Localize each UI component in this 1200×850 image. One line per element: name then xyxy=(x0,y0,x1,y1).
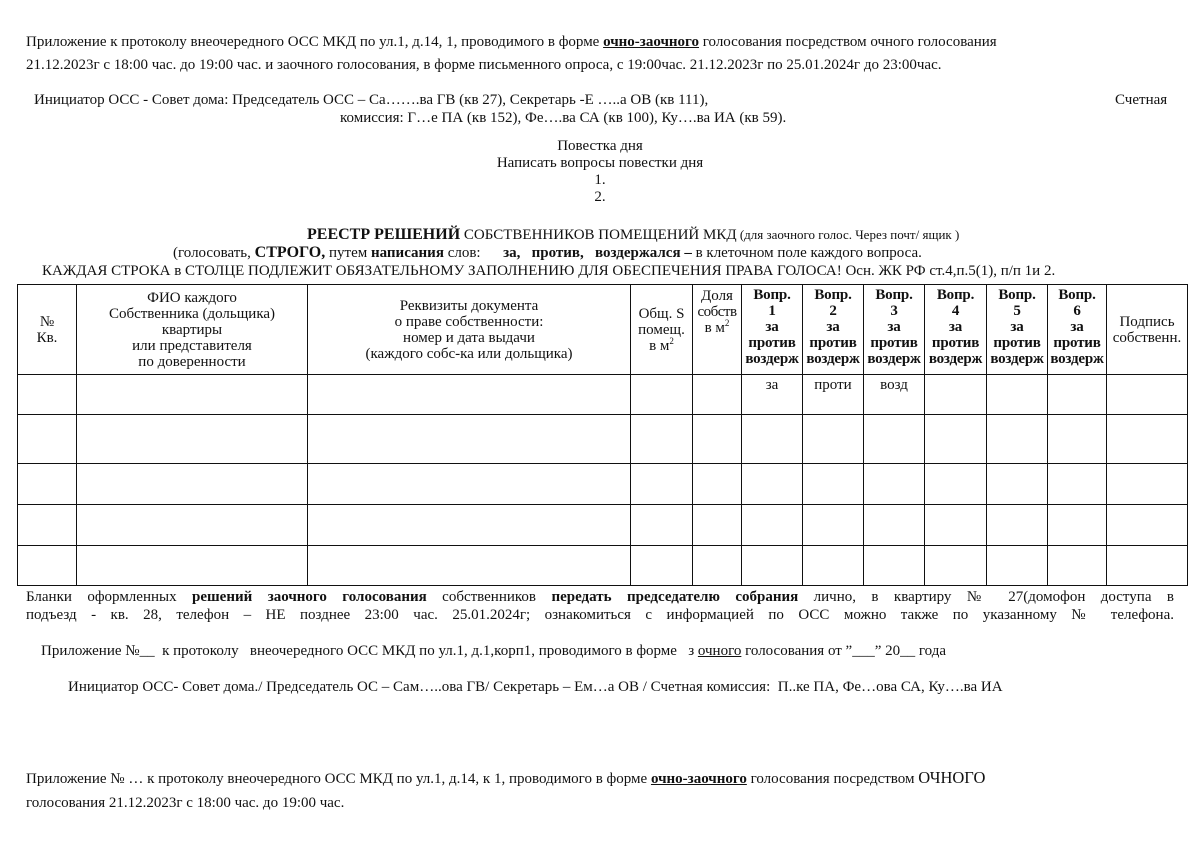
initiator-line-2: комиссия: Г…е ПА (кв 152), Фе….ва СА (кв 100), Ку….ва ИА (кв 59). xyxy=(340,110,787,126)
cell-owner[interactable] xyxy=(77,505,308,546)
header-line: квартиры xyxy=(161,321,223,338)
footer-text: Приложение №__ к протоколу внеочередного ОСС МКД по ул.1, д.1,корп1, проводимого в форме з xyxy=(41,643,698,659)
header-line: Кв. xyxy=(36,329,58,346)
table-row xyxy=(18,464,1188,505)
cell-share[interactable] xyxy=(693,415,742,464)
cell-q6-vote[interactable] xyxy=(1048,375,1107,415)
instr-text: путем xyxy=(325,245,371,261)
cell-q2-vote[interactable] xyxy=(803,546,864,586)
header-line: собств xyxy=(697,304,737,320)
question-number: 5 xyxy=(1013,303,1021,319)
cell-q4-vote[interactable] xyxy=(925,375,987,415)
bottom-caps: ОЧНОГО xyxy=(918,768,986,787)
instr-writing: написания xyxy=(370,245,444,261)
header-line: Реквизиты документа xyxy=(399,297,539,314)
cell-q1-vote[interactable] xyxy=(742,415,803,464)
cell-share[interactable] xyxy=(693,375,742,415)
voting-form-emphasis: очно-заочного xyxy=(603,34,699,50)
option-abstain: воздерж xyxy=(745,351,799,367)
cell-q3-vote[interactable]: возд xyxy=(864,375,925,415)
cell-q3-vote[interactable] xyxy=(864,546,925,586)
cell-q6-vote[interactable] xyxy=(1048,415,1107,464)
col-question-1-header xyxy=(742,285,803,375)
registry-instructions xyxy=(173,244,922,262)
cell-apartment[interactable] xyxy=(18,505,77,546)
header-line: в м xyxy=(704,320,725,336)
instr-strict: СТРОГО, xyxy=(254,244,326,261)
cell-owner[interactable] xyxy=(77,546,308,586)
col-question-6-header xyxy=(1048,285,1107,375)
cell-document[interactable] xyxy=(308,505,631,546)
cell-share[interactable] xyxy=(693,464,742,505)
col-apartment-header xyxy=(18,285,77,375)
cell-q2-vote[interactable] xyxy=(803,464,864,505)
option-for: за xyxy=(1070,319,1084,335)
cell-share[interactable] xyxy=(693,505,742,546)
cell-q4-vote[interactable] xyxy=(925,415,987,464)
option-abstain: воздерж xyxy=(928,351,983,367)
option-against: против xyxy=(748,335,796,351)
cell-q1-vote[interactable] xyxy=(742,505,803,546)
footer-paragraph-3 xyxy=(26,624,1174,678)
cell-q5-vote[interactable] xyxy=(987,546,1048,586)
option-against: против xyxy=(1053,335,1101,351)
cell-owner[interactable] xyxy=(77,375,308,415)
registry-table xyxy=(17,284,1188,586)
question-number: 4 xyxy=(951,303,960,319)
cell-q3-vote[interactable] xyxy=(864,415,925,464)
footer-emphasis: решений заочного голосования xyxy=(192,589,427,605)
registry-title-note: (для заочного голос. Через почт/ ящик ) xyxy=(736,227,960,242)
col-question-2-header xyxy=(803,285,864,375)
registry-title xyxy=(307,226,959,244)
table-row xyxy=(18,415,1188,464)
header-line-2: 21.12.2023г с 18:00 час. до 19:00 час. и заочного голосования, в форме письменного опроса, с 19:00час. 21.12.2023г по 25.01.2024г до 23:00час. xyxy=(26,57,942,73)
table-header-row xyxy=(18,285,1188,375)
cell-q1-vote[interactable]: за xyxy=(742,375,803,415)
cell-q4-vote[interactable] xyxy=(925,464,987,505)
cell-signature[interactable] xyxy=(1107,415,1188,464)
agenda-item: 2. xyxy=(594,189,606,205)
cell-apartment[interactable] xyxy=(18,415,77,464)
header-line: ФИО каждого xyxy=(147,289,237,306)
cell-q4-vote[interactable] xyxy=(925,505,987,546)
cell-q3-vote[interactable] xyxy=(864,464,925,505)
cell-area[interactable] xyxy=(631,415,693,464)
footer-text: Бланки оформленных xyxy=(26,589,193,605)
cell-q5-vote[interactable] xyxy=(987,464,1048,505)
header-line: номер и дата выдачи xyxy=(403,329,535,346)
footer-paragraph-2: подъезд - кв. 28, телефон – НЕ позднее 23:00 час. 25.01.2024г; ознакомиться с информацией по ОСС можно также по указанному № телефона. xyxy=(26,607,1174,623)
cell-signature[interactable] xyxy=(1107,546,1188,586)
initiator-right-text: Счетная xyxy=(1115,92,1168,108)
cell-apartment[interactable] xyxy=(18,375,77,415)
footer-emphasis: передать председателю собрания xyxy=(551,589,799,605)
header-line: по доверенности xyxy=(138,353,246,370)
cell-q2-vote[interactable] xyxy=(803,415,864,464)
footer-text: лично, в квартиру № 27(домофон доступа в xyxy=(798,589,1174,605)
agenda-block xyxy=(400,138,800,206)
header-line: о праве собственности: xyxy=(394,313,544,330)
question-label: Вопр. xyxy=(753,287,791,303)
cell-q2-vote[interactable]: проти xyxy=(803,375,864,415)
col-owner-header xyxy=(77,285,308,375)
header-line: помещ. xyxy=(638,321,685,338)
cell-q1-vote[interactable] xyxy=(742,464,803,505)
cell-apartment[interactable] xyxy=(18,464,77,505)
option-abstain: воздерж xyxy=(867,351,921,367)
option-against: против xyxy=(993,335,1041,351)
col-area-header xyxy=(631,285,693,375)
option-for: за xyxy=(948,319,963,335)
cell-area[interactable] xyxy=(631,546,693,586)
instr-text: (голосовать, xyxy=(173,245,255,261)
bottom-line-1 xyxy=(26,766,985,791)
option-for: за xyxy=(887,319,901,335)
cell-q3-vote[interactable] xyxy=(864,505,925,546)
cell-q4-vote[interactable] xyxy=(925,546,987,586)
bottom-line-2: голосования 21.12.2023г с 18:00 час. до 19:00 час. xyxy=(26,795,345,811)
question-label: Вопр. xyxy=(814,287,852,303)
instr-text: в клеточном поле каждого вопроса. xyxy=(691,245,922,261)
instr-vote-options: за, против, воздержался – xyxy=(503,245,692,261)
question-label: Вопр. xyxy=(936,287,975,303)
footer-paragraph-1 xyxy=(26,588,1174,606)
col-question-5-header xyxy=(987,285,1048,375)
cell-signature[interactable] xyxy=(1107,505,1188,546)
cell-area[interactable] xyxy=(631,464,693,505)
superscript-2: 2 xyxy=(724,318,730,328)
cell-owner[interactable] xyxy=(77,415,308,464)
table-row xyxy=(18,546,1188,586)
cell-apartment[interactable] xyxy=(18,546,77,586)
cell-q2-vote[interactable] xyxy=(803,505,864,546)
bottom-emphasis: очно-заочного xyxy=(650,771,747,787)
cell-share[interactable] xyxy=(693,546,742,586)
header-line: собственн. xyxy=(1112,329,1182,346)
col-question-4-header xyxy=(925,285,987,375)
col-share-header xyxy=(693,285,742,375)
cell-area[interactable] xyxy=(631,505,693,546)
header-line-1 xyxy=(26,30,997,54)
cell-document[interactable] xyxy=(308,464,631,505)
initiator-line-1: Инициатор ОСС - Совет дома: Председатель ОСС – Са…….ва ГВ (кв 27), Секретарь -Е …..а ОВ (кв 111), xyxy=(34,92,709,108)
header-line: Подпись xyxy=(1119,313,1175,330)
option-for: за xyxy=(1010,319,1024,335)
footer-block xyxy=(26,588,1174,696)
bottom-text: голосования посредством xyxy=(746,771,919,787)
instr-text: слов: xyxy=(443,245,504,261)
cell-signature[interactable] xyxy=(1107,464,1188,505)
header-line: в м xyxy=(649,337,670,354)
header-line: (каждого собс-ка или дольщика) xyxy=(365,345,573,362)
option-for: за xyxy=(826,319,840,335)
header-text: Приложение к протоколу внеочередного ОСС МКД по ул.1, д.14, 1, проводимого в форме xyxy=(26,34,604,50)
question-label: Вопр. xyxy=(875,287,913,303)
agenda-item: 1. xyxy=(594,172,606,188)
question-label: Вопр. xyxy=(1058,287,1096,303)
cell-document[interactable] xyxy=(308,375,631,415)
cell-q6-vote[interactable] xyxy=(1048,464,1107,505)
table-row xyxy=(18,505,1188,546)
option-abstain: воздерж xyxy=(1050,351,1104,367)
cell-owner[interactable] xyxy=(77,464,308,505)
option-against: против xyxy=(809,335,857,351)
col-document-header xyxy=(308,285,631,375)
footer-underlined: очного xyxy=(697,643,742,659)
question-number: 2 xyxy=(829,303,837,319)
superscript-2: 2 xyxy=(669,335,674,346)
question-number: 1 xyxy=(768,303,776,319)
cell-document[interactable] xyxy=(308,415,631,464)
registry-notice: КАЖДАЯ СТРОКА в СТОЛЦЕ ПОДЛЕЖИТ ОБЯЗАТЕЛЬНОМУ ЗАПОЛНЕНИЮ ДЛЯ ОБЕСПЕЧЕНИЯ ПРАВА ГОЛОСА! Осн. ЖК РФ ст.4,п.5(1), п/п 1и 2. xyxy=(42,263,1056,279)
header-line: Общ. S xyxy=(638,305,685,322)
cell-q5-vote[interactable] xyxy=(987,505,1048,546)
header-text: голосования посредством очного голосования xyxy=(698,34,997,50)
header-line: Доля xyxy=(701,288,733,304)
header-line: или представителя xyxy=(132,337,252,354)
cell-q5-vote[interactable] xyxy=(987,375,1048,415)
question-number: 3 xyxy=(890,303,898,319)
agenda-subtitle: Написать вопросы повестки дня xyxy=(496,155,704,171)
cell-document[interactable] xyxy=(308,546,631,586)
footer-text: голосования от ”___” 20__ года xyxy=(741,643,947,659)
bottom-text: Приложение № … к протоколу внеочередного ОСС МКД по ул.1, д.14, к 1, проводимого в форме xyxy=(26,771,651,787)
cell-q5-vote[interactable] xyxy=(987,415,1048,464)
cell-signature[interactable] xyxy=(1107,375,1188,415)
question-label: Вопр. xyxy=(998,287,1036,303)
agenda-title: Повестка дня xyxy=(557,138,643,154)
footer-text: собственников xyxy=(426,589,552,605)
col-signature-header xyxy=(1107,285,1188,375)
footer-paragraph-4: Инициатор ОСС- Совет дома./ Председатель ОС – Сам…..ова ГВ/ Секретарь – Ем…а ОВ / Счетная комиссия: П..ке ПА, Фе…ова СА, Ку….ва ИА xyxy=(68,679,1003,695)
registry-title-bold: РЕЕСТР РЕШЕНИЙ xyxy=(307,226,461,243)
cell-q6-vote[interactable] xyxy=(1048,546,1107,586)
option-against: против xyxy=(931,335,980,351)
cell-area[interactable] xyxy=(631,375,693,415)
registry-title-caps: СОБСТВЕННИКОВ ПОМЕЩЕНИЙ МКД xyxy=(460,227,737,243)
cell-q1-vote[interactable] xyxy=(742,546,803,586)
option-abstain: воздерж xyxy=(806,351,860,367)
option-abstain: воздерж xyxy=(990,351,1044,367)
header-line: № xyxy=(39,313,55,330)
table-row xyxy=(18,375,1188,415)
col-question-3-header xyxy=(864,285,925,375)
option-against: против xyxy=(870,335,918,351)
question-number: 6 xyxy=(1073,303,1081,319)
header-line: Собственника (дольщика) xyxy=(108,305,276,322)
cell-q6-vote[interactable] xyxy=(1048,505,1107,546)
option-for: за xyxy=(765,319,779,335)
